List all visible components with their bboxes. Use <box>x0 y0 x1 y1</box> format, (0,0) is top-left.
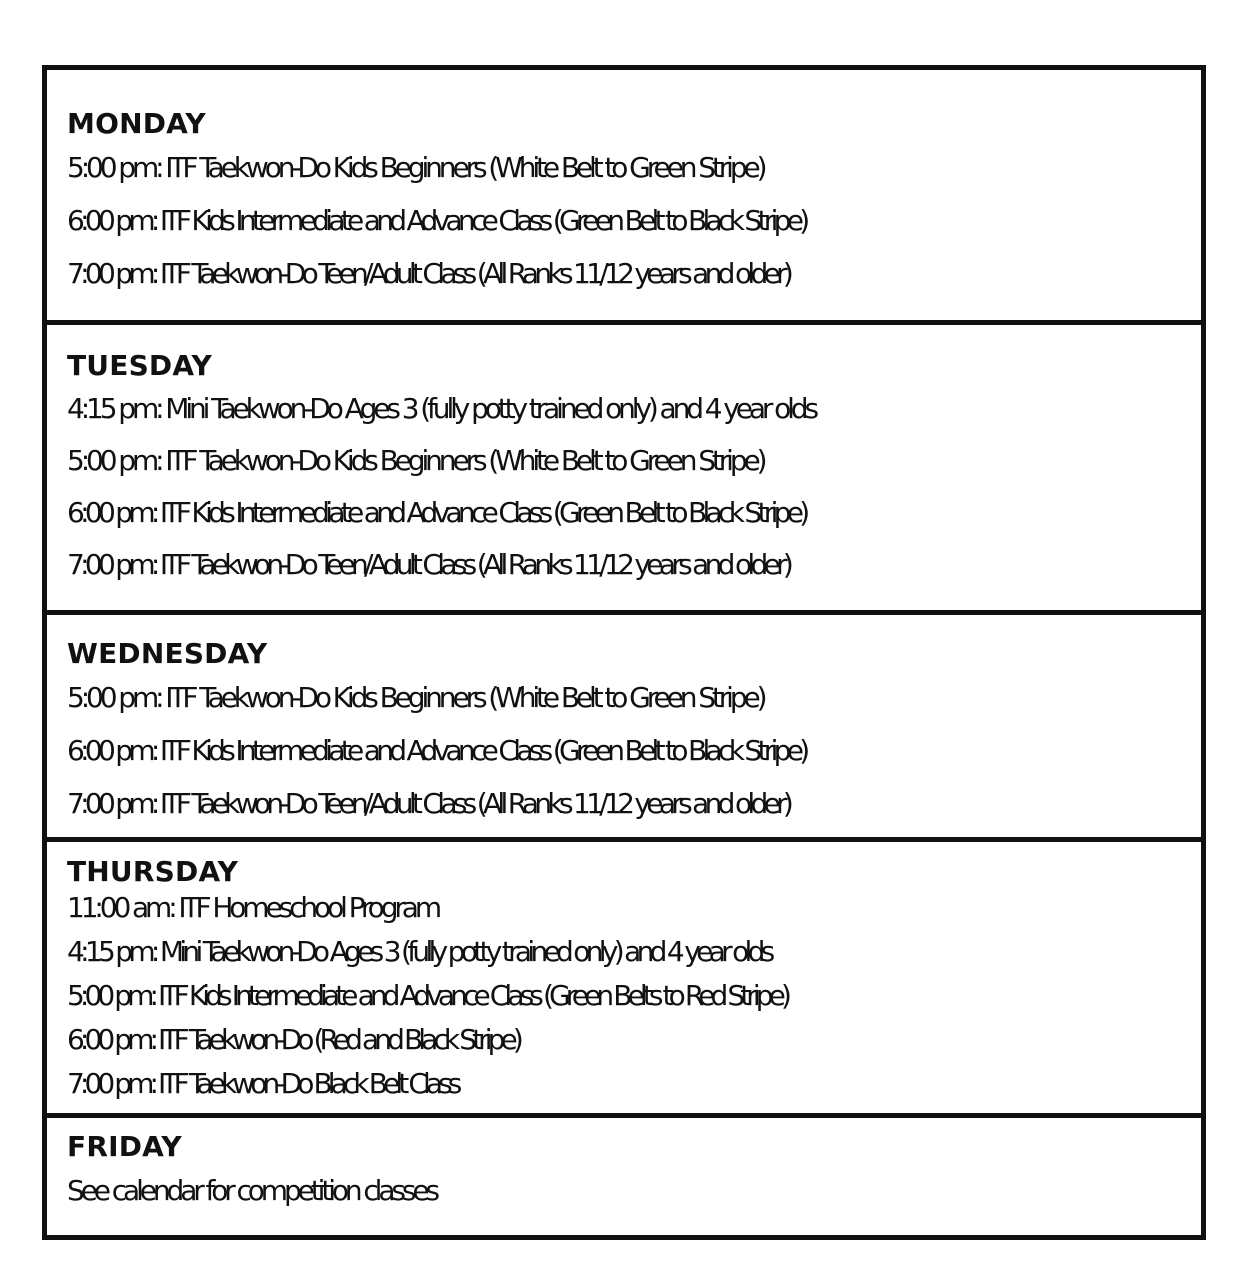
day-heading: WEDNESDAY <box>67 637 268 670</box>
day-section-wednesday <box>47 610 1201 837</box>
schedule-entry: 6:00 pm: ITF Kids Intermediate and Advance Class (Green Belt to Black Stripe) <box>67 204 806 237</box>
day-heading: THURSDAY <box>67 855 239 888</box>
class-schedule-table <box>42 65 1206 1240</box>
schedule-entry: 5:00 pm: ITF Taekwon-Do Kids Beginners (White Belt to Green Stripe) <box>67 681 764 714</box>
schedule-entry: 7:00 pm: ITF Taekwon-Do Teen/Adult Class (All Ranks 11/12 years and older) <box>67 548 790 581</box>
schedule-entry: 7:00 pm: ITF Taekwon-Do Teen/Adult Class (All Ranks 11/12 years and older) <box>67 787 790 820</box>
day-section-thursday <box>47 837 1201 1113</box>
schedule-entry: 7:00 pm: ITF Taekwon-Do Teen/Adult Class (All Ranks 11/12 years and older) <box>67 257 790 290</box>
schedule-entry: 11:00 am: ITF Homeschool Program <box>67 891 439 924</box>
day-heading: TUESDAY <box>67 349 213 382</box>
day-heading: FRIDAY <box>67 1130 182 1163</box>
schedule-entry: 6:00 pm: ITF Taekwon-Do (Red and Black Stripe) <box>67 1023 519 1056</box>
schedule-entry: 4:15 pm: Mini Taekwon-Do Ages 3 (fully potty trained only) and 4 year olds <box>67 392 815 425</box>
day-section-monday <box>47 70 1201 320</box>
schedule-entry: See calendar for competition classes <box>67 1174 436 1207</box>
day-section-tuesday <box>47 320 1201 610</box>
day-heading: MONDAY <box>67 107 206 140</box>
day-section-friday <box>47 1113 1201 1240</box>
schedule-entry: 4:15 pm: Mini Taekwon-Do Ages 3 (fully potty trained only) and 4 year olds <box>67 935 771 968</box>
schedule-entry: 7:00 pm: ITF Taekwon-Do Black Belt Class <box>67 1067 458 1100</box>
schedule-entry: 6:00 pm: ITF Kids Intermediate and Advance Class (Green Belt to Black Stripe) <box>67 496 806 529</box>
schedule-entry: 6:00 pm: ITF Kids Intermediate and Advance Class (Green Belt to Black Stripe) <box>67 734 806 767</box>
schedule-entry: 5:00 pm: ITF Kids Intermediate and Advance Class (Green Belts to Red Stripe) <box>67 979 788 1012</box>
schedule-entry: 5:00 pm: ITF Taekwon-Do Kids Beginners (White Belt to Green Stripe) <box>67 151 764 184</box>
schedule-entry: 5:00 pm: ITF Taekwon-Do Kids Beginners (White Belt to Green Stripe) <box>67 444 764 477</box>
